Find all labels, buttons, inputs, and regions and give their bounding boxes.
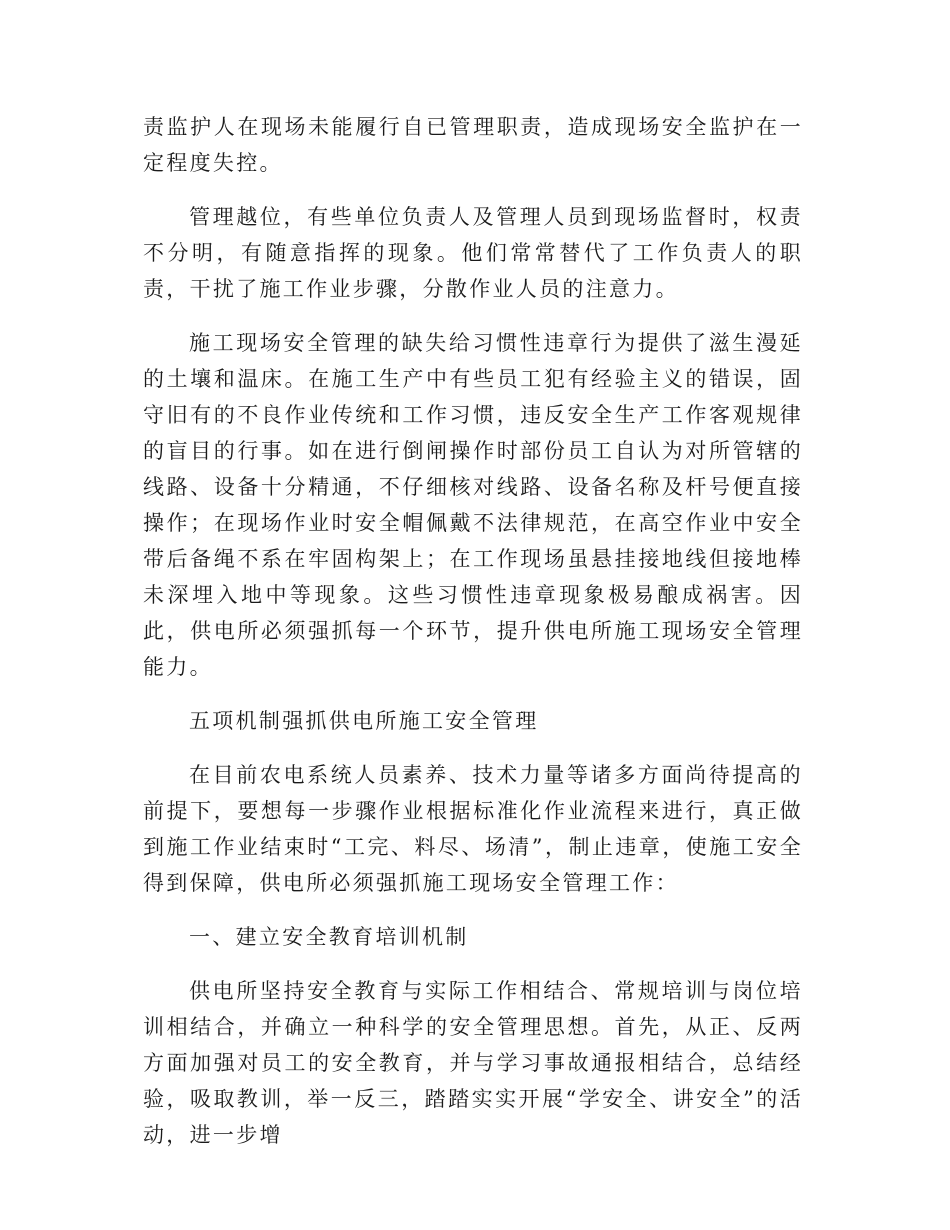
paragraph-3: 施工现场安全管理的缺失给习惯性违章行为提供了滋生漫延的土壤和温床。在施工生产中有些员工犯有经验主义的错误，固守旧有的不良作业传统和工作习惯，违反安全生产工作客观规律的盲目的行事。如在进行倒闸操作时部份员工自认为对所管辖的线路、设备十分精通，不仔细核对线路、设备名称及杆号便直接操作；在现场作业时安全帽佩戴不法律规范，在高空作业中安全带后备绳不系在牢固构架上；在工作现场虽悬挂接地线但接地棒未深埋入地中等现象。这些习惯性违章现象极易酿成祸害。因此，供电所必须强抓每一个环节，提升供电所施工现场安全管理能力。: [143, 331, 803, 679]
paragraph-4: 在目前农电系统人员素养、技术力量等诸多方面尚待提高的前提下，要想每一步骤作业根据标准化作业流程来进行，真正做到施工作业结束时“工完、料尽、场清”，制止违章，使施工安全得到保障，供电所必须强抓施工现场安全管理工作：: [143, 763, 803, 895]
section-heading-five-mechanisms: 五项机制强抓供电所施工安全管理: [189, 709, 539, 733]
paragraph-1: 责监护人在现场未能履行自已管理职责，造成现场安全监护在一定程度失控。: [143, 115, 803, 175]
paragraph-5: 供电所坚持安全教育与实际工作相结合、常规培训与岗位培训相结合，并确立一种科学的安全管理思想。首先，从正、反两方面加强对员工的安全教育，并与学习事故通报相结合，总结经验，吸取教训，举一反三，踏踏实实开展“学安全、讲安全”的活动，进一步增: [143, 979, 803, 1147]
paragraph-2: 管理越位，有些单位负责人及管理人员到现场监督时，权责不分明，有随意指挥的现象。他们常常替代了工作负责人的职责，干扰了施工作业步骤，分散作业人员的注意力。: [143, 205, 803, 301]
subheading-safety-training: 一、建立安全教育培训机制: [189, 925, 469, 949]
document-body: [143, 109, 803, 1153]
